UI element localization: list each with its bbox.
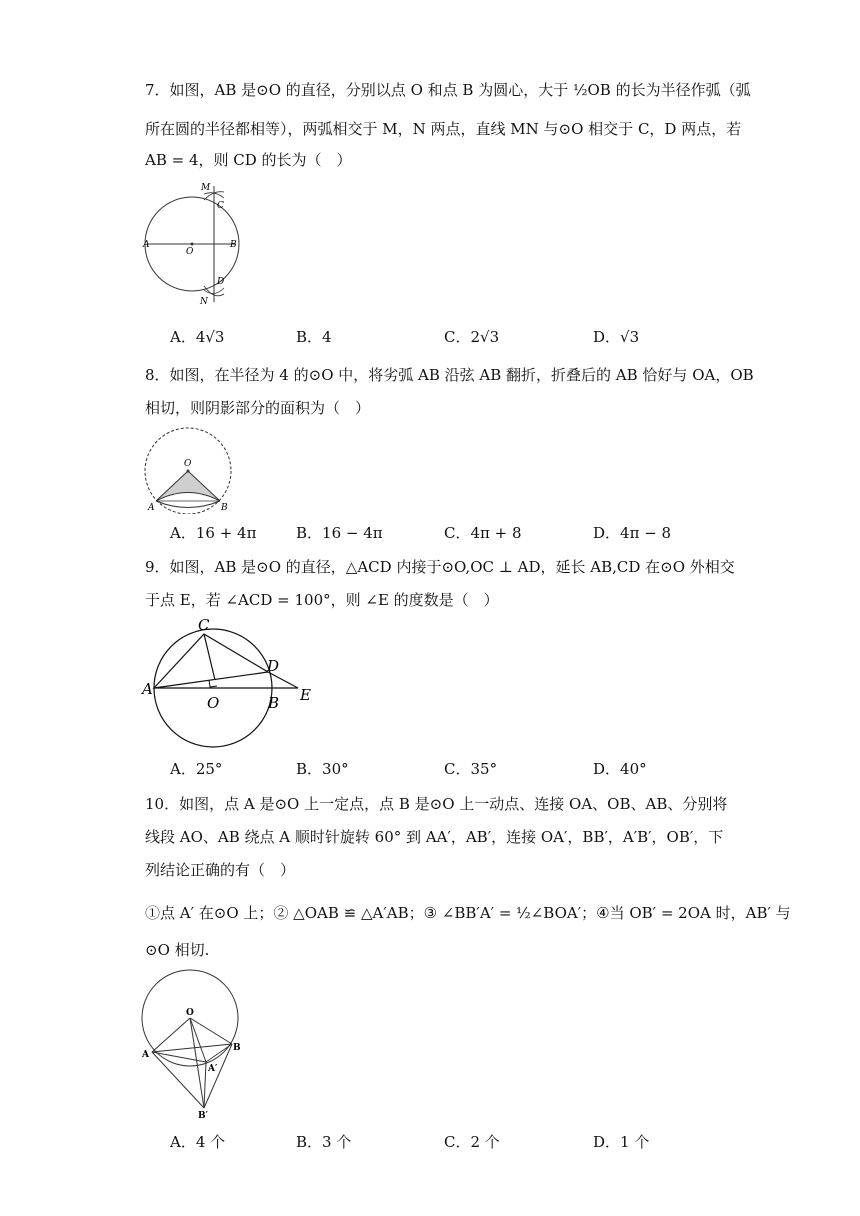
q10-line-5: ⊙O 相切. bbox=[145, 941, 210, 959]
q8-line-2: 相切，则阴影部分的面积为（ ） bbox=[145, 399, 371, 417]
q7-option-a[interactable]: A．4√3 bbox=[170, 328, 225, 346]
q9-line-1: 9．如图，AB 是⊙O 的直径，△ACD 内接于⊙O,OC ⊥ AD，延长 AB,CD 在⊙O 外相交 bbox=[145, 558, 735, 576]
q10-label-b-prime: B′ bbox=[198, 1111, 208, 1120]
q9-option-d[interactable]: D．40° bbox=[593, 760, 647, 778]
q9-label-b: B bbox=[268, 694, 280, 712]
q9-label-e: E bbox=[300, 686, 311, 704]
q7-label-b: B bbox=[230, 240, 237, 250]
q8-line-1: 8．如图，在半径为 4 的⊙O 中，将劣弧 AB 沿弦 AB 翻折，折叠后的 AB 恰好与 OA，OB bbox=[145, 366, 754, 384]
q9-label-a: A bbox=[142, 680, 153, 698]
q8-figure bbox=[140, 424, 240, 514]
q8-option-a[interactable]: A．16 + 4π bbox=[170, 524, 257, 542]
q7-label-m: M bbox=[201, 183, 211, 193]
q7-label-n: N bbox=[200, 297, 208, 307]
q8-option-b[interactable]: B．16 − 4π bbox=[296, 524, 383, 542]
q9-figure bbox=[140, 618, 325, 752]
q8-option-c[interactable]: C．4π + 8 bbox=[444, 524, 522, 542]
q10-figure bbox=[140, 968, 245, 1120]
q7-line-1: 7．如图，AB 是⊙O 的直径，分别以点 O 和点 B 为圆心，大于 ½OB 的长为半径作弧（弧 bbox=[145, 81, 751, 99]
q10-label-a: A bbox=[142, 1050, 149, 1060]
q9-line-2: 于点 E，若 ∠ACD = 100°，则 ∠E 的度数是（ ） bbox=[145, 591, 499, 609]
q8-option-d[interactable]: D．4π − 8 bbox=[593, 524, 672, 542]
q9-label-d: D bbox=[267, 657, 280, 675]
q7-label-d: D bbox=[217, 277, 225, 287]
q8-label-b: B bbox=[221, 503, 228, 513]
q7-option-d[interactable]: D．√3 bbox=[593, 328, 640, 346]
q9-option-b[interactable]: B．30° bbox=[296, 760, 349, 778]
q10-line-3: 列结论正确的有（ ） bbox=[145, 861, 296, 879]
q10-option-b[interactable]: B．3 个 bbox=[296, 1133, 352, 1151]
q8-label-o: O bbox=[184, 459, 192, 469]
q10-line-2: 线段 AO、AB 绕点 A 顺时针旋转 60° 到 AA′，AB′，连接 OA′，BB′，A′B′，OB′，下 bbox=[145, 828, 724, 846]
q7-label-c: C bbox=[217, 201, 224, 211]
q10-option-a[interactable]: A．4 个 bbox=[170, 1133, 226, 1151]
q10-label-o: O bbox=[186, 1008, 194, 1018]
q10-option-d[interactable]: D．1 个 bbox=[593, 1133, 650, 1151]
q10-line-4: ①点 A′ 在⊙O 上；② △OAB ≌ △A′AB；③ ∠BB′A′ = ½∠BOA′；④当 OB′ = 2OA 时，AB′ 与 bbox=[145, 904, 791, 922]
q9-label-o: O bbox=[207, 694, 220, 712]
q10-line-1: 10．如图，点 A 是⊙O 上一定点，点 B 是⊙O 上一动点、连接 OA、OB、AB、分别将 bbox=[145, 795, 728, 813]
q10-label-b: B bbox=[233, 1043, 241, 1053]
q7-line-3: AB = 4，则 CD 的长为（ ） bbox=[145, 151, 352, 169]
q7-line-2: 所在圆的半径都相等），两弧相交于 M，N 两点，直线 MN 与⊙O 相交于 C，D 两点，若 bbox=[145, 120, 742, 138]
q7-label-o: O bbox=[186, 247, 194, 257]
q10-label-a-prime: A′ bbox=[208, 1064, 218, 1074]
q7-figure bbox=[140, 178, 250, 310]
q8-label-a: A bbox=[148, 503, 155, 513]
q7-option-c[interactable]: C．2√3 bbox=[444, 328, 500, 346]
q7-label-a: A bbox=[143, 240, 150, 250]
q7-option-b[interactable]: B．4 bbox=[296, 328, 332, 346]
q9-option-c[interactable]: C．35° bbox=[444, 760, 498, 778]
q9-option-a[interactable]: A．25° bbox=[170, 760, 223, 778]
q10-option-c[interactable]: C．2 个 bbox=[444, 1133, 500, 1151]
q9-label-c: C bbox=[198, 618, 210, 634]
